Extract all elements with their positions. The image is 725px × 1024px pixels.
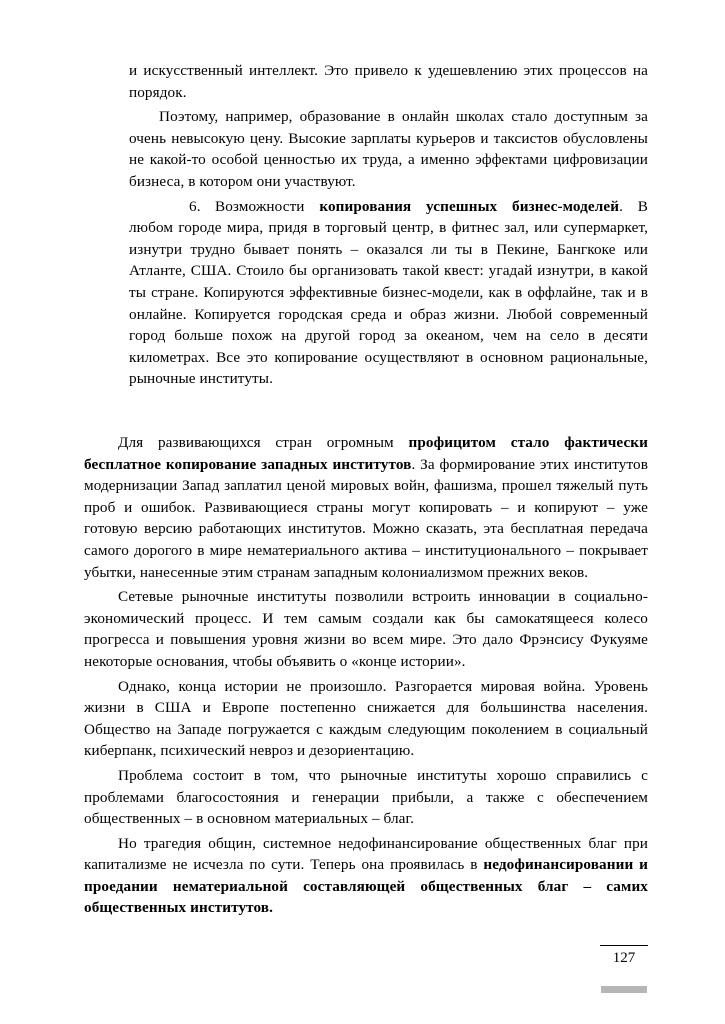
numbered-paragraph-6 bbox=[129, 196, 648, 390]
paragraph-text-part-1: Возможности bbox=[215, 197, 320, 215]
paragraph-tragedy-of-commons bbox=[84, 833, 648, 919]
paragraph-developing-countries bbox=[84, 432, 648, 583]
paragraph-network-institutions bbox=[84, 586, 648, 672]
paragraph-end-of-history bbox=[84, 676, 648, 762]
page-number: 127 bbox=[612, 950, 636, 966]
paragraph-text-bold: недофинансировании и проедании нематериальной составляющей общественных благ – самих общественных институтов. bbox=[84, 856, 649, 917]
paragraph-continuation bbox=[129, 60, 648, 103]
indented-text-block bbox=[129, 60, 648, 390]
footer-marker bbox=[601, 986, 647, 993]
paragraph-text-bold: профицитом стало фактически бесплатное копирование западных институтов bbox=[84, 434, 648, 473]
paragraph-text-part-1: Для развивающихся стран огромным bbox=[118, 434, 409, 451]
page-number-block bbox=[600, 945, 648, 967]
page-number-rule bbox=[600, 945, 648, 946]
paragraph-text: Поэтому, например, образование в онлайн школах стало доступным за очень невысокую цену. Высокие зарплаты курьеров и таксистов обусловлены не какой-то особой ценностью их труда, а именно эффектами цифровизации бизнеса, в котором они участвуют. bbox=[129, 108, 648, 190]
paragraph-text: и искусственный интеллект. Это привело к удешевлению этих процессов на порядок. bbox=[129, 62, 648, 101]
paragraph-online-education bbox=[129, 106, 648, 192]
paragraph-market-institutions bbox=[84, 765, 648, 830]
main-text-block bbox=[84, 432, 648, 919]
paragraph-text: Однако, конца истории не произошло. Разгорается мировая война. Уровень жизни в США и Европе постепенно снижается для большинства населения. Общество на Западе погружается с каждым следующим поколением в социальный киберпанк, психический невроз и дезориентацию. bbox=[84, 677, 648, 760]
paragraph-text-bold: копирования успешных бизнес-моделей bbox=[319, 197, 620, 215]
list-number: 6. bbox=[189, 197, 201, 215]
paragraph-text: Проблема состоит в том, что рыночные институты хорошо справились с проблемами благосостояния и генерации прибыли, а также с обеспечением общественных – в основном материальных – благ. bbox=[84, 766, 648, 828]
paragraph-text-part-2: . В любом городе мира, придя в торговый центр, в фитнес зал, или супермаркет, изнутри трудно бывает понять – оказался ли ты в Пекине, Бангкоке или Атланте, США. Стоило бы организовать такой квест: угадай изнутри, в какой ты стране. Копируются эффективные бизнес-модели, как в оффлайне, так и в онлайне. Копируется городская среда и образ жизни. Любой современный город больше похож на другой город за океаном, чем на село в десяти километрах. Все это копирование осуществляют в основном рациональные, рыночные институты. bbox=[129, 197, 648, 388]
paragraph-text-part-1: Но трагедия общин, системное недофинансирование общественных благ при капитализме не исчезла по сути. Теперь она проявилась в bbox=[84, 834, 648, 874]
paragraph-text-part-2: . За формирование этих институтов модернизации Запад заплатил ценой мировых войн, фашизма, прошел тяжелый путь проб и ошибок. Развивающиеся страны могут копировать – и копируют – уже готовую версию работающих институтов. Можно сказать, эта бесплатная передача самого дорогого в мире нематериального актива – институционального – покрывает убытки, нанесенные этим странам западным колониализмом прежних веков. bbox=[84, 455, 648, 581]
paragraph-text: Сетевые рыночные институты позволили встроить инновации в социально-экономический процесс. И тем самым создали как бы самокатящееся колесо прогресса и повышения уровня жизни во всем мире. Это дало Фрэнсису Фукуяме некоторые основания, чтобы объявить о «конце истории». bbox=[84, 588, 648, 670]
